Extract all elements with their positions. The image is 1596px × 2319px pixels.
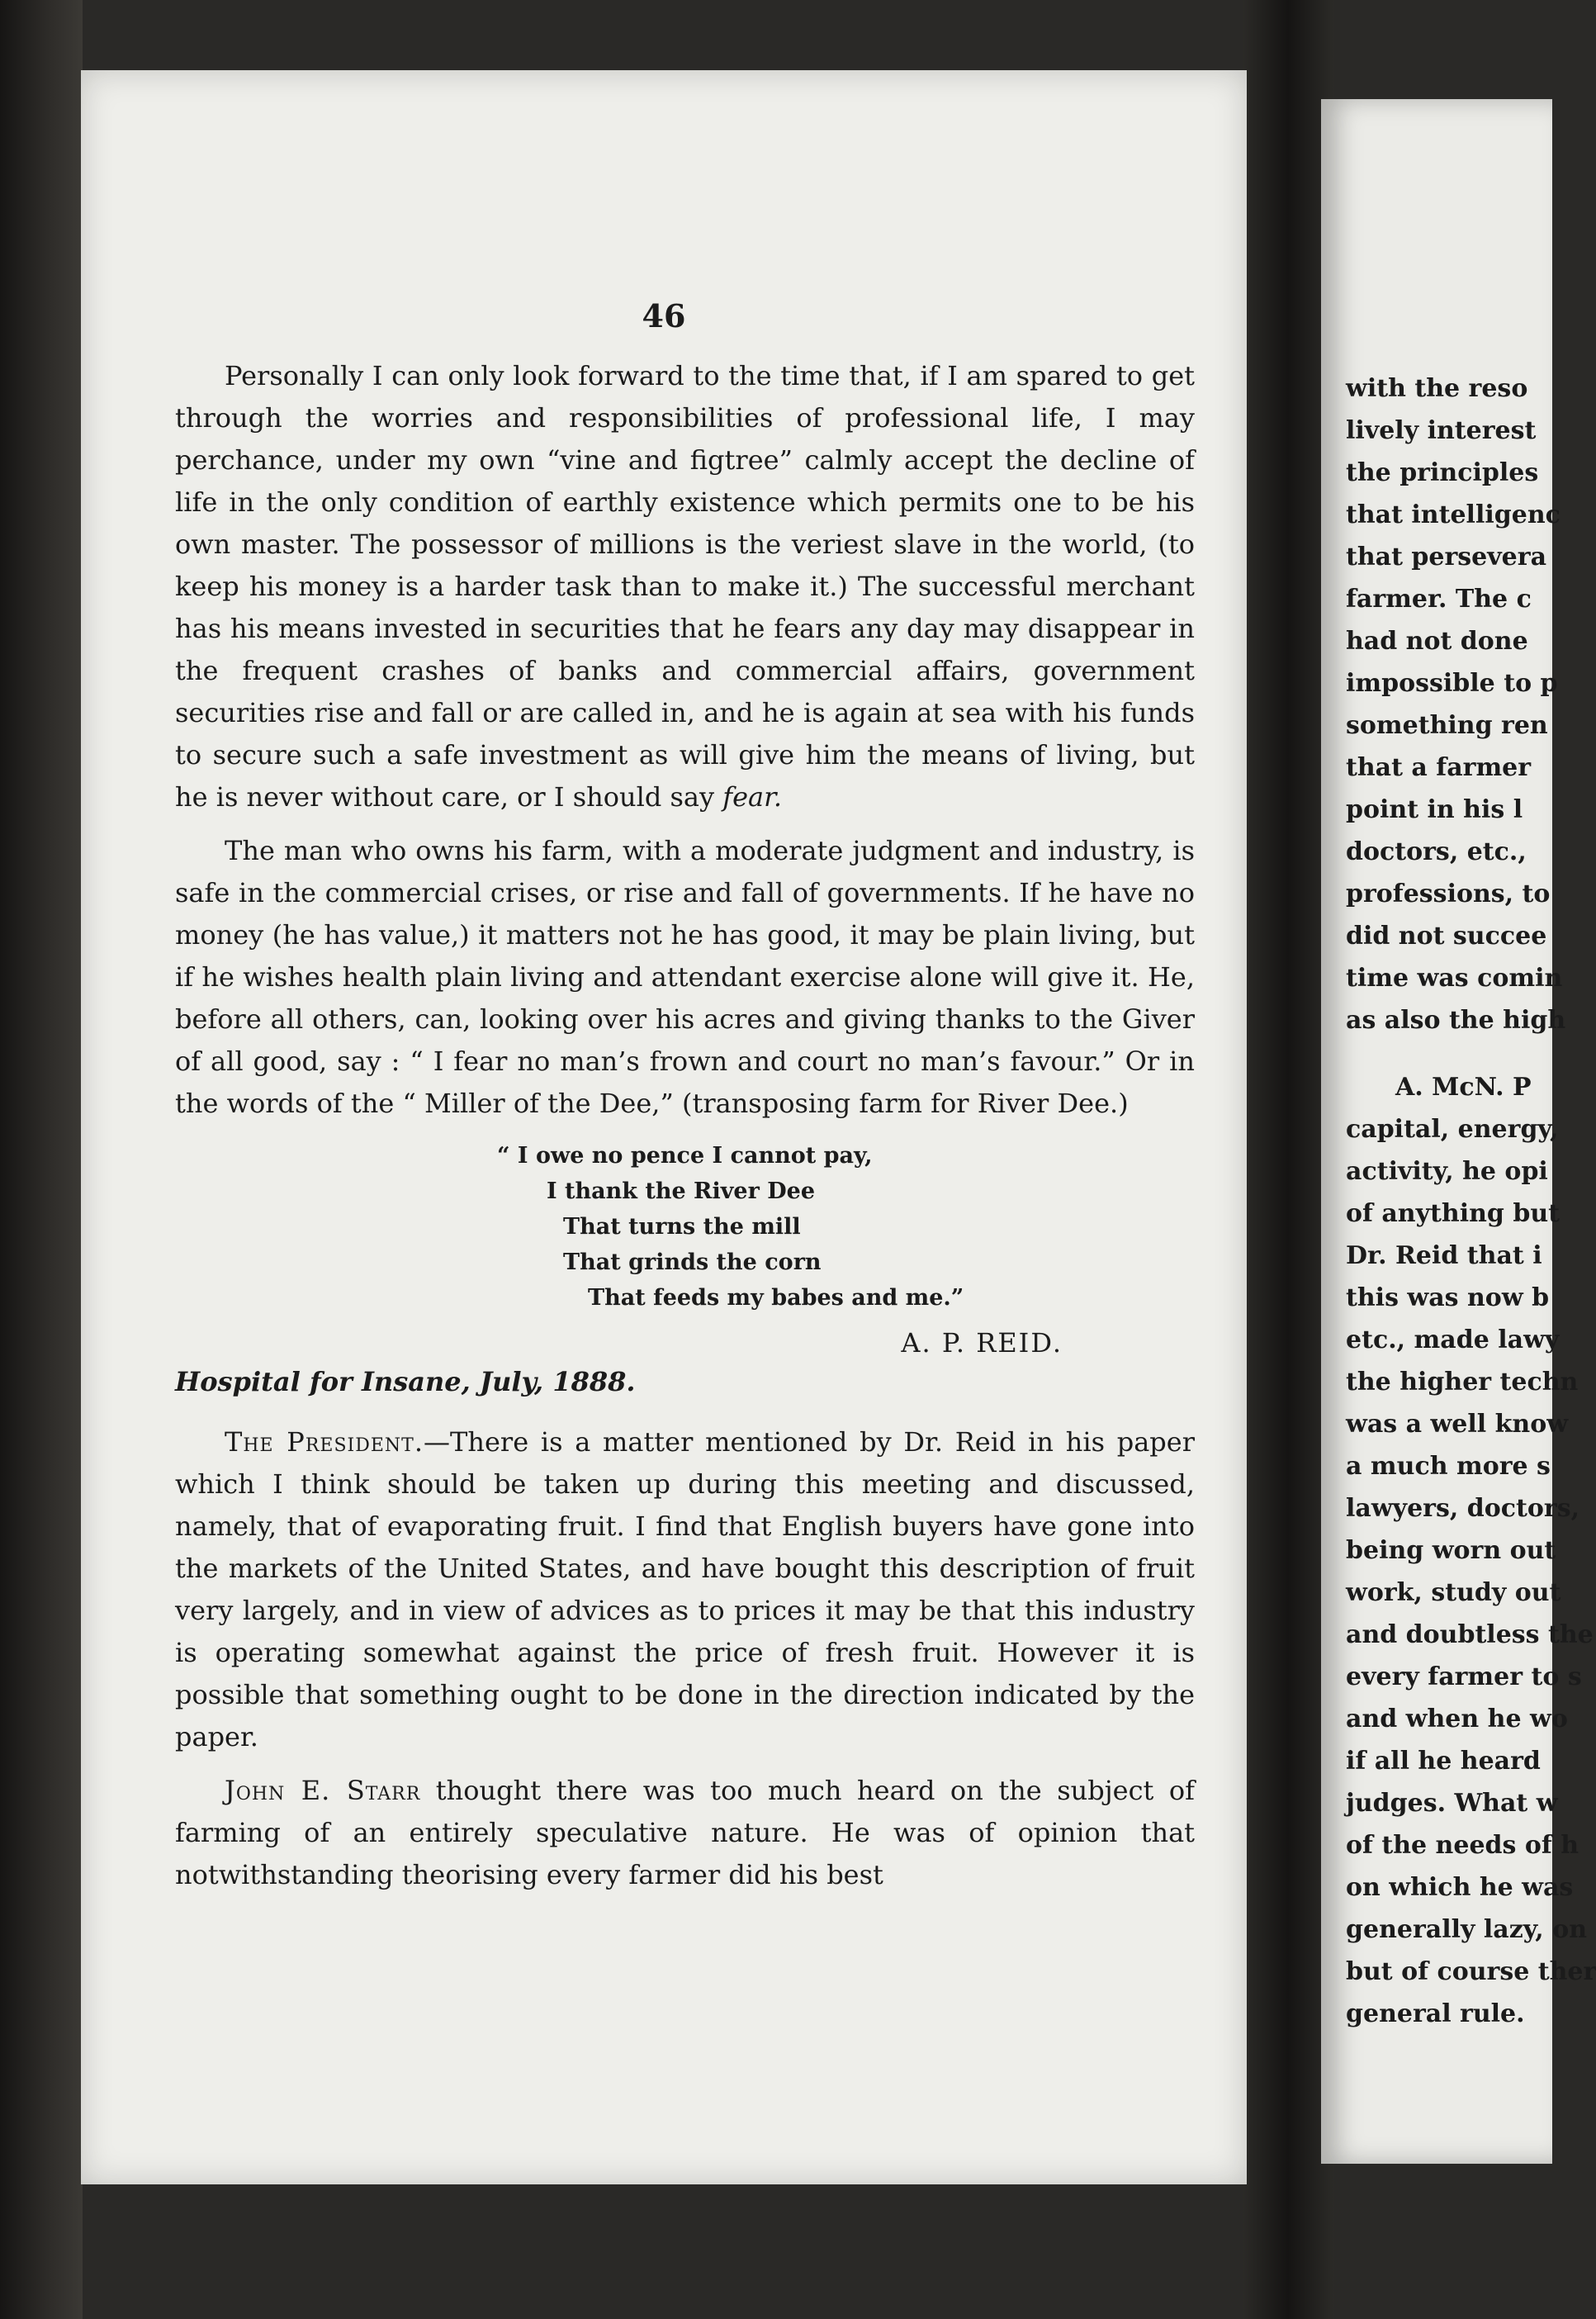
speaker-starr: John E. Starr	[225, 1775, 421, 1806]
poem-miller-of-the-dee	[175, 1138, 1195, 1316]
right-line: if all he heard	[1346, 1747, 1541, 1776]
speaker-president: The President.	[225, 1426, 424, 1458]
right-line: professions, to	[1346, 880, 1551, 908]
right-line: being worn out	[1346, 1536, 1556, 1565]
right-line: a much more s	[1346, 1452, 1551, 1481]
right-line: of anything but	[1346, 1199, 1560, 1228]
right-line: etc., made lawy	[1346, 1325, 1560, 1354]
right-line: the principles	[1346, 458, 1539, 487]
right-line: but of course ther	[1346, 1957, 1596, 1986]
right-line: farmer. The c	[1346, 585, 1532, 614]
left-page-text	[175, 355, 1195, 1908]
right-line: that a farmer	[1346, 753, 1532, 782]
right-line: did not succee	[1346, 922, 1547, 951]
right-line: lively interest	[1346, 416, 1537, 445]
page-number: 46	[642, 297, 686, 334]
book-gutter	[1243, 0, 1333, 2319]
right-line: doctors, etc.,	[1346, 837, 1527, 866]
right-line: work, study out	[1346, 1578, 1561, 1607]
poem-line: I thank the River Dee	[547, 1178, 816, 1204]
author-signature: A. P. REID.	[901, 1327, 1063, 1359]
paragraph-reid-2: The man who owns his farm, with a moderate judgment and industry, is safe in the commercial crises, or rise and fall of governments. If he have no money (he has value,) it matters not he has good, it may be plain living, but if he wishes health plain living and attendant exercise alone will give it. He, before all others, can, looking over his acres and giving thanks to the Giver of all good, say : “ I fear no man’s frown and court no man’s favour.” Or in the words of the “ Miller of the Dee,” (transposing farm for River Dee.)	[175, 835, 1195, 1119]
paragraph-president	[175, 1421, 1195, 1758]
right-line: time was comin	[1346, 964, 1563, 993]
right-line: something ren	[1346, 711, 1548, 740]
emphasis-fear: fear.	[722, 781, 783, 813]
right-line: impossible to p	[1346, 669, 1558, 698]
right-line: and doubtless the	[1346, 1620, 1594, 1649]
right-line: was a well know	[1346, 1410, 1569, 1439]
right-line: judges. What w	[1346, 1789, 1558, 1818]
right-line: capital, energy,	[1346, 1115, 1559, 1144]
starr-remarks: thought there was too much heard on the subject of farming of an entirely speculative nature. He was of opinion that notwithstanding theorising every farmer did his best	[175, 1775, 1195, 1890]
poem-line: “ I owe no pence I cannot pay,	[497, 1143, 873, 1169]
right-line: every farmer to s	[1346, 1662, 1582, 1691]
right-line: as also the high	[1346, 1006, 1566, 1035]
right-page-partial	[1321, 99, 1596, 2164]
right-line: this was now b	[1346, 1283, 1550, 1312]
right-line: that intelligenc	[1346, 500, 1560, 529]
right-line: lawyers, doctors,	[1346, 1494, 1580, 1523]
right-line: on which he was	[1346, 1873, 1574, 1902]
right-line: A. McN. P	[1395, 1073, 1532, 1102]
poem-line: That feeds my babes and me.”	[588, 1285, 964, 1311]
right-page-text	[1346, 368, 1594, 2035]
poem-line: That turns the mill	[563, 1214, 801, 1240]
president-remarks: —There is a matter mentioned by Dr. Reid in his paper which I think should be taken up during this meeting and discussed, namely, that of evaporating fruit. I find that English buyers have gone into the markets of the United States, and have bought this description of fruit very largely, and in view of advices as to prices it may be that this industry is operating somewhat against the price of fresh fruit. However it is possible that something ought to be done in the direction indicated by the paper.	[175, 1426, 1195, 1752]
book-spine-shadow	[0, 0, 83, 2319]
right-line: generally lazy, on	[1346, 1915, 1588, 1944]
right-line: that persevera	[1346, 543, 1547, 571]
right-line: with the reso	[1346, 374, 1528, 403]
paragraph-starr	[175, 1770, 1195, 1896]
right-line: of the needs of h	[1346, 1831, 1579, 1860]
paragraph-reid-1-text: Personally I can only look forward to the time that, if I am spared to get through the worries and responsibilities of professional life, I may perchance, under my own “vine and figtree” calmly accept the decline of life in the only condition of earthly existence which permits one to be his own master. The possessor of millions is the veriest slave in the world, (to keep his money is a harder task than to make it.) The successful merchant has his means invested in securities that he fears any day may disappear in the frequent crashes of banks and commercial affairs, government securities rise and fall or are called in, and he is again at sea with his funds to secure such a safe investment as will give him the means of living, but he is never without care, or I should say	[175, 360, 1195, 813]
right-line: the higher techn	[1346, 1368, 1579, 1397]
right-line: activity, he opi	[1346, 1157, 1548, 1186]
right-line: Dr. Reid that i	[1346, 1241, 1542, 1270]
poem-line: That grinds the corn	[563, 1250, 822, 1275]
right-line: general rule.	[1346, 1999, 1525, 2028]
right-line: had not done	[1346, 627, 1528, 656]
right-line: point in his l	[1346, 795, 1523, 824]
right-line: and when he wo	[1346, 1705, 1568, 1733]
place-date-line: Hospital for Insane, July, 1888.	[175, 1366, 636, 1397]
paragraph-reid-1	[175, 355, 1195, 818]
paragraph-gap	[1346, 1041, 1594, 1066]
